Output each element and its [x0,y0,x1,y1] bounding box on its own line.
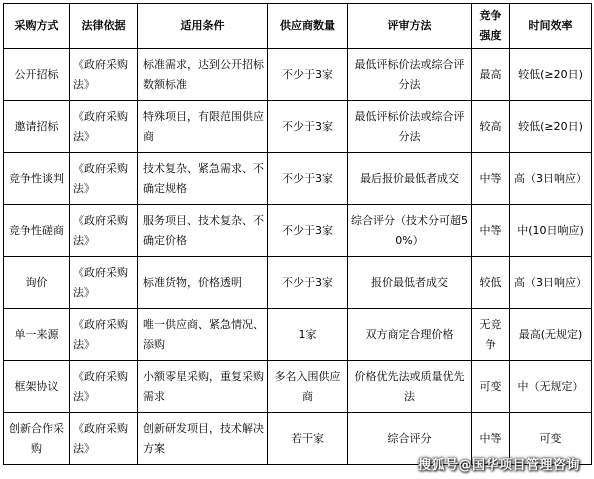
header-review-method: 评审方法 [348,4,472,49]
cell-supplier-count: 不少于3家 [268,205,348,257]
cell-method: 框架协议 [4,361,70,413]
cell-conditions: 标准货物，价格透明 [138,257,268,309]
cell-legal-basis: 《政府采购法》 [70,309,138,361]
cell-legal-basis: 《政府采购法》 [70,49,138,101]
cell-legal-basis: 《政府采购法》 [70,205,138,257]
procurement-methods-table [3,3,592,465]
header-method: 采购方式 [4,4,70,49]
cell-review-method: 综合评分 [348,413,472,465]
cell-conditions: 特殊项目，有限范围供应商 [138,101,268,153]
cell-competition: 最高 [472,49,510,101]
cell-review-method: 综合评分（技术分可超50%） [348,205,472,257]
cell-time-efficiency: 高（3日响应） [510,153,592,205]
cell-review-method: 报价最低者成交 [348,257,472,309]
cell-legal-basis: 《政府采购法》 [70,413,138,465]
header-time-efficiency: 时间效率 [510,4,592,49]
table-row [4,49,592,101]
header-legal-basis: 法律依据 [70,4,138,49]
table-row [4,153,592,205]
cell-supplier-count: 多名入围供应商 [268,361,348,413]
cell-supplier-count: 不少于3家 [268,153,348,205]
cell-method: 创新合作采购 [4,413,70,465]
cell-competition: 可变 [472,361,510,413]
cell-review-method: 价格优先法或质量优先法 [348,361,472,413]
cell-time-efficiency: 高（3日响应） [510,257,592,309]
watermark: 搜狐号@国华项目管理咨询 [417,458,580,473]
cell-legal-basis: 《政府采购法》 [70,153,138,205]
table-row [4,361,592,413]
cell-method: 邀请招标 [4,101,70,153]
cell-method: 竞争性磋商 [4,205,70,257]
cell-legal-basis: 《政府采购法》 [70,257,138,309]
cell-competition: 中等 [472,153,510,205]
cell-supplier-count: 若干家 [268,413,348,465]
cell-method: 询价 [4,257,70,309]
cell-conditions: 小额零星采购，重复采购需求 [138,361,268,413]
cell-review-method: 最低评标价法或综合评分法 [348,49,472,101]
cell-conditions: 标准需求，达到公开招标数额标准 [138,49,268,101]
cell-conditions: 创新研发项目，技术解决方案 [138,413,268,465]
cell-competition: 较低 [472,257,510,309]
table-row [4,101,592,153]
cell-conditions: 技术复杂、紧急需求、不确定规格 [138,153,268,205]
cell-review-method: 最低评标价法或综合评分法 [348,101,472,153]
header-supplier-count: 供应商数量 [268,4,348,49]
header-conditions: 适用条件 [138,4,268,49]
table-row [4,309,592,361]
cell-review-method: 双方商定合理价格 [348,309,472,361]
cell-conditions: 服务项目、技术复杂、不确定价格 [138,205,268,257]
cell-legal-basis: 《政府采购法》 [70,101,138,153]
table-row [4,205,592,257]
cell-time-efficiency: 较低(≥20日) [510,49,592,101]
cell-time-efficiency: 较低(≥20日) [510,101,592,153]
cell-method: 竞争性谈判 [4,153,70,205]
cell-time-efficiency: 中(10日响应) [510,205,592,257]
cell-supplier-count: 不少于3家 [268,257,348,309]
cell-time-efficiency: 中（无规定） [510,361,592,413]
cell-supplier-count: 不少于3家 [268,49,348,101]
header-row [4,4,592,49]
table-row [4,257,592,309]
cell-legal-basis: 《政府采购法》 [70,361,138,413]
cell-competition: 中等 [472,413,510,465]
header-competition: 竞争强度 [472,4,510,49]
cell-review-method: 最后报价最低者成交 [348,153,472,205]
cell-supplier-count: 不少于3家 [268,101,348,153]
cell-time-efficiency: 可变 [510,413,592,465]
cell-method: 单一来源 [4,309,70,361]
cell-method: 公开招标 [4,49,70,101]
cell-supplier-count: 1家 [268,309,348,361]
cell-time-efficiency: 最高(无规定) [510,309,592,361]
cell-competition: 中等 [472,205,510,257]
cell-conditions: 唯一供应商、紧急情况、添购 [138,309,268,361]
cell-competition: 无竞争 [472,309,510,361]
cell-competition: 较高 [472,101,510,153]
